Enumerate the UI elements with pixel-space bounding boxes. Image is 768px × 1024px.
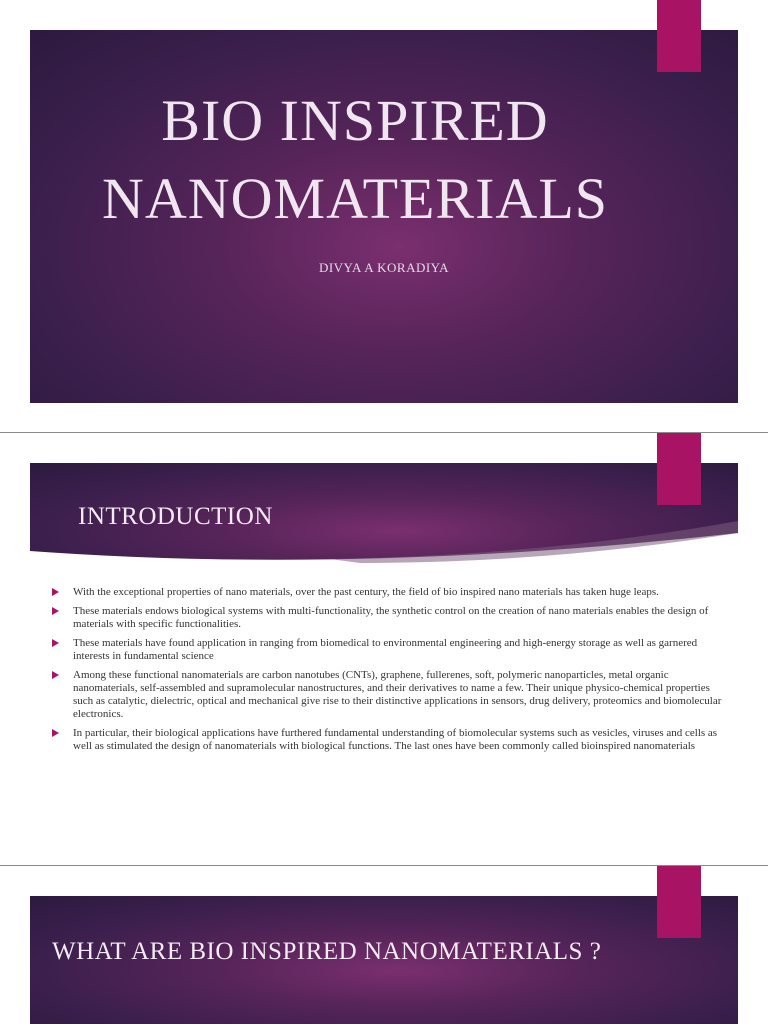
slide-title [30, 82, 738, 238]
triangle-right-icon [52, 671, 59, 679]
slide-title: WHAT ARE BIO INSPIRED NANOMATERIALS ? [52, 938, 602, 965]
title-line-2: NANOMATERIALS [102, 166, 608, 231]
triangle-right-icon [52, 588, 59, 596]
title-line-1: BIO INSPIRED [161, 88, 549, 153]
slide-header-band [30, 896, 738, 1024]
list-item: These materials endows biological systems with multi-functionality, the synthetic control on the creation of nano materials enables the design of materials with specific functionalities. [52, 605, 722, 631]
list-item: With the exceptional properties of nano materials, over the past century, the field of bio inspired nano materials has taken huge leaps. [52, 586, 722, 599]
list-item: Among these functional nanomaterials are carbon nanotubes (CNTs), graphene, fullerenes, soft, polymeric nanoparticles, metal organic nanomaterials, self-assembled and supramolecular nanostructures, and their derivatives to name a few. Their unique physico-chemical properties such as catalytic, dielectric, optical and mechanical give rise to their distinctive applications in sensors, drug delivery, proteomics and biomolecular electronics. [52, 669, 722, 721]
accent-tab [657, 433, 701, 505]
page-divider [0, 432, 768, 433]
slide-title: INTRODUCTION [78, 503, 273, 530]
list-item: These materials have found application in ranging from biomedical to environmental engineering and high-energy storage as well as garnered interests in fundamental science [52, 637, 722, 663]
bullet-list [52, 586, 722, 759]
triangle-right-icon [52, 639, 59, 647]
triangle-right-icon [52, 607, 59, 615]
accent-tab [657, 0, 701, 72]
triangle-right-icon [52, 729, 59, 737]
accent-tab [657, 866, 701, 938]
intro-header-band [30, 463, 738, 580]
author-name: DIVYA A KORADIYA [318, 260, 450, 275]
title-slide [30, 30, 738, 403]
page-divider [0, 865, 768, 866]
list-item: In particular, their biological applications have furthered fundamental understanding of biomolecular systems such as vesicles, viruses and cells as well as stimulated the design of nanomaterials with biological functions. The last ones have been commonly called bioinspired nanomaterials [52, 727, 722, 753]
